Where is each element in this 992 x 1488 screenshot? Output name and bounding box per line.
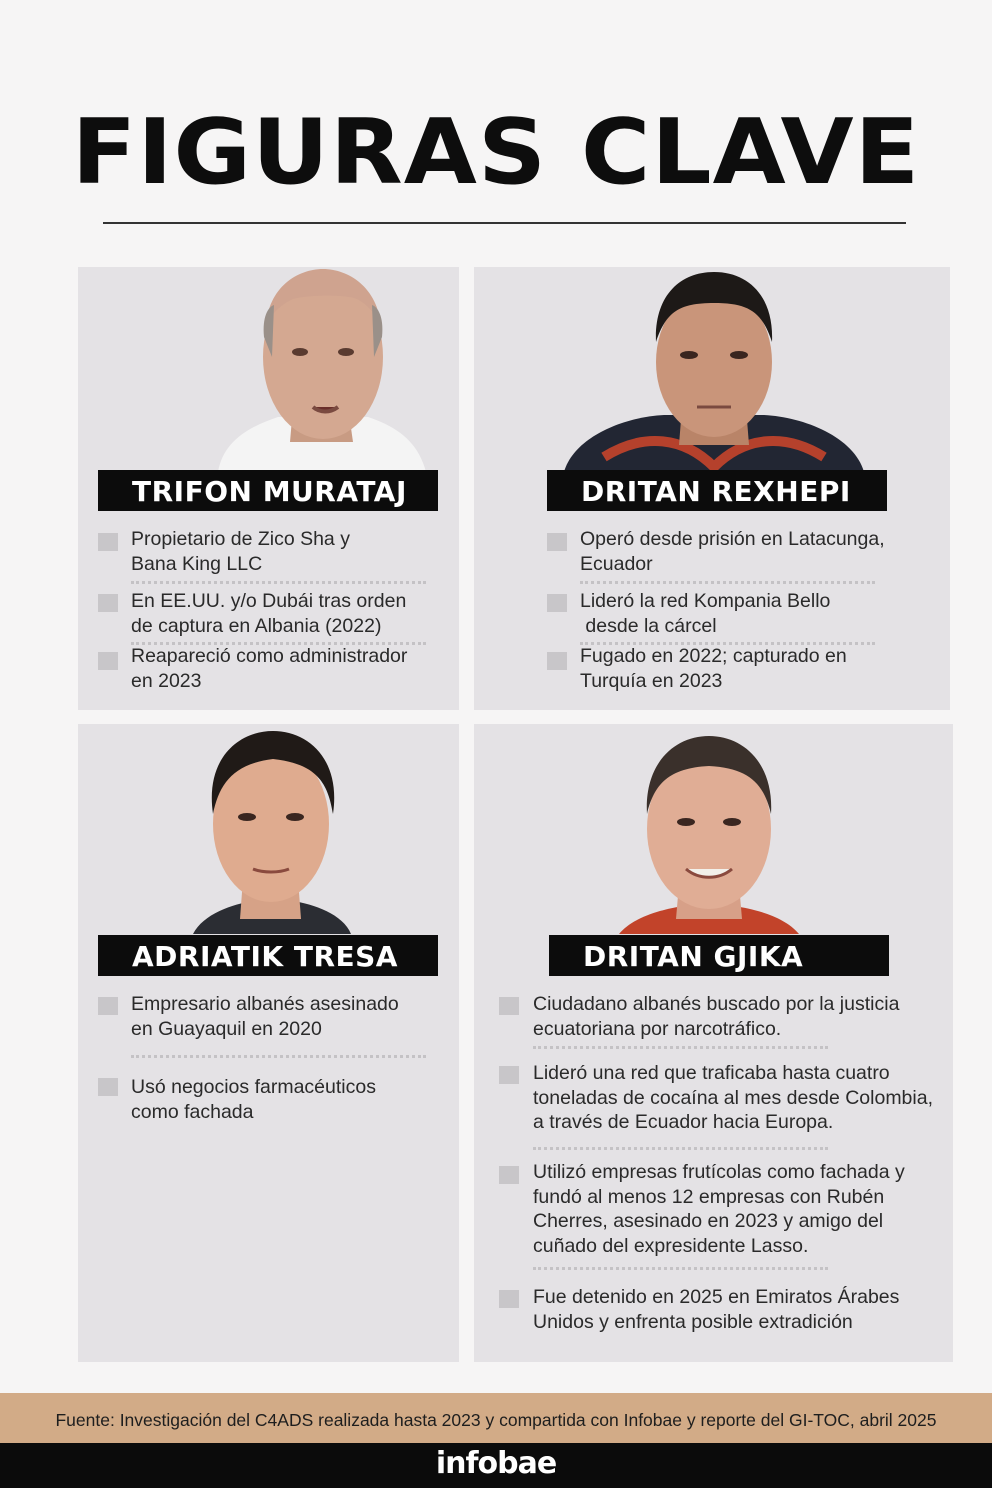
bullet-square-icon <box>499 1166 519 1184</box>
person-name-bar: DRITAN GJIKA <box>549 935 889 976</box>
dotted-divider <box>533 1147 828 1150</box>
portrait-photo <box>614 734 804 934</box>
person-name-bar: DRITAN REXHEPI <box>547 470 887 511</box>
person-card-adriatik-tresa <box>78 724 459 1362</box>
dotted-divider <box>580 581 875 584</box>
person-card-trifon-murataj <box>78 267 459 710</box>
title-divider <box>103 222 906 224</box>
bullet-square-icon <box>547 533 567 551</box>
bullet-square-icon <box>547 594 567 612</box>
bullet-square-icon <box>98 1078 118 1096</box>
fact-text: En EE.UU. y/o Dubái tras orden de captura en Albania (2022) <box>131 590 407 637</box>
fact-text: Propietario de Zico Sha y Bana King LLC <box>131 528 350 575</box>
portrait-photo <box>564 267 864 472</box>
portrait-photo <box>198 267 438 472</box>
fact-text: Operó desde prisión en Latacunga, Ecuador <box>580 528 885 575</box>
bullet-square-icon <box>499 1290 519 1308</box>
bullet-square-icon <box>499 997 519 1015</box>
fact-text: Fue detenido en 2025 en Emiratos Árabes Unidos y enfrenta posible extradición <box>533 1286 900 1333</box>
fact-text: Lideró la red Kompania Bello desde la cárcel <box>580 590 831 637</box>
fact-text: Empresario albanés asesinado en Guayaquil en 2020 <box>131 993 399 1040</box>
fact-text: Lideró una red que traficaba hasta cuatro toneladas de cocaína al mes desde Colombia, a través de Ecuador hacia Europa. <box>533 1062 933 1133</box>
dotted-divider <box>533 1046 828 1049</box>
bullet-square-icon <box>547 652 567 670</box>
source-note: Fuente: Investigación del C4ADS realizada hasta 2023 y compartida con Infobae y reporte del GI-TOC, abril 2025 <box>0 1393 992 1443</box>
person-card-dritan-rexhepi <box>474 267 950 710</box>
person-card-dritan-gjika <box>474 724 953 1362</box>
fact-text: Utilizó empresas frutícolas como fachada y fundó al menos 12 empresas con Rubén Cherres, asesinado en 2023 y amigo del cuñado del expresidente Lasso. <box>533 1161 905 1257</box>
fact-text: Fugado en 2022; capturado en Turquía en 2023 <box>580 645 847 692</box>
bullet-square-icon <box>98 594 118 612</box>
dotted-divider <box>131 1055 426 1058</box>
dotted-divider <box>533 1267 828 1270</box>
bullet-square-icon <box>98 997 118 1015</box>
brand-logo[interactable]: infobae <box>435 1446 557 1481</box>
bullet-square-icon <box>499 1066 519 1084</box>
person-name-bar: TRIFON MURATAJ <box>98 470 438 511</box>
page-title: FIGURAS CLAVE <box>71 100 921 205</box>
bullet-square-icon <box>98 533 118 551</box>
person-name-bar: ADRIATIK TRESA <box>98 935 438 976</box>
fact-text: Usó negocios farmacéuticos como fachada <box>131 1076 376 1123</box>
footer-bar <box>0 1443 992 1488</box>
fact-text: Ciudadano albanés buscado por la justicia ecuatoriana por narcotráfico. <box>533 993 900 1040</box>
portrait-photo <box>183 729 358 934</box>
bullet-square-icon <box>98 652 118 670</box>
dotted-divider <box>131 581 426 584</box>
fact-text: Reapareció como administrador en 2023 <box>131 645 408 692</box>
